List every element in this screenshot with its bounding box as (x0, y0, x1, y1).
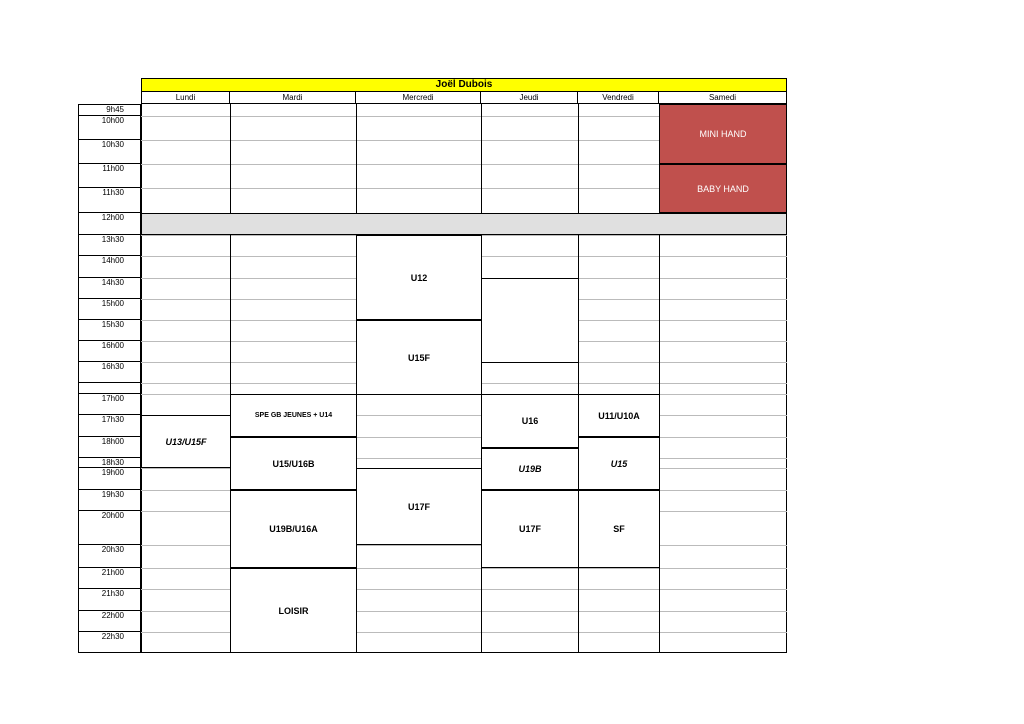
time-label: 15h30 (78, 320, 141, 341)
u17f-thursday-block[interactable]: U17F (481, 490, 579, 568)
spe-gb-block[interactable]: SPE GB JEUNES + U14 (230, 394, 357, 437)
time-label: 10h30 (78, 140, 141, 164)
time-label: 9h45 (78, 104, 141, 116)
time-label: 12h00 (78, 213, 141, 235)
time-label: 14h30 (78, 278, 141, 299)
sf-block[interactable]: SF (578, 490, 660, 568)
mini-hand-block[interactable]: MINI HAND (659, 104, 787, 164)
u16-block[interactable]: U16 (481, 394, 579, 448)
u15-block[interactable]: U15 (578, 437, 660, 490)
u19b-block[interactable]: U19B (481, 448, 579, 490)
time-label: 21h00 (78, 568, 141, 589)
time-label: 16h30 (78, 362, 141, 383)
loisir-block[interactable]: LOISIR (230, 568, 357, 653)
day-header-mardi: Mardi (230, 92, 356, 104)
time-label: 15h00 (78, 299, 141, 320)
time-label: 19h00 (78, 468, 141, 490)
u17f-wednesday-block[interactable]: U17F (356, 468, 482, 545)
time-label: 16h00 (78, 341, 141, 362)
lunch-break-row (141, 213, 787, 235)
page-title: Joël Dubois (141, 78, 787, 92)
time-label: 11h30 (78, 188, 141, 213)
time-label: 22h00 (78, 611, 141, 632)
day-header-samedi: Samedi (659, 92, 787, 104)
time-label: 10h00 (78, 116, 141, 140)
time-label: 17h00 (78, 394, 141, 415)
col-divider (578, 104, 579, 653)
time-label: 14h00 (78, 256, 141, 278)
u15-u16b-block[interactable]: U15/U16B (230, 437, 357, 490)
u12-block[interactable]: U12 (356, 235, 482, 320)
time-label: 18h30 (78, 458, 141, 468)
u15f-block[interactable]: U15F (356, 320, 482, 395)
time-label: 21h30 (78, 589, 141, 611)
day-header-mercredi: Mercredi (356, 92, 481, 104)
time-label: 20h30 (78, 545, 141, 568)
time-label: 20h00 (78, 511, 141, 545)
time-label: 19h30 (78, 490, 141, 511)
u19b-u16a-block[interactable]: U19B/U16A (230, 490, 357, 568)
time-label: 13h30 (78, 235, 141, 256)
baby-hand-block[interactable]: BABY HAND (659, 164, 787, 213)
time-label (78, 383, 141, 394)
u13-u15f-block[interactable]: U13/U15F (141, 415, 231, 468)
time-label: 17h30 (78, 415, 141, 437)
u11-u10a-block[interactable]: U11/U10A (578, 394, 660, 437)
time-label: 11h00 (78, 164, 141, 188)
day-header-jeudi: Jeudi (481, 92, 578, 104)
thursday-empty-block (481, 278, 579, 363)
day-header-vendredi: Vendredi (578, 92, 659, 104)
time-label: 18h00 (78, 437, 141, 458)
day-header-lundi: Lundi (141, 92, 230, 104)
time-label: 22h30 (78, 632, 141, 653)
